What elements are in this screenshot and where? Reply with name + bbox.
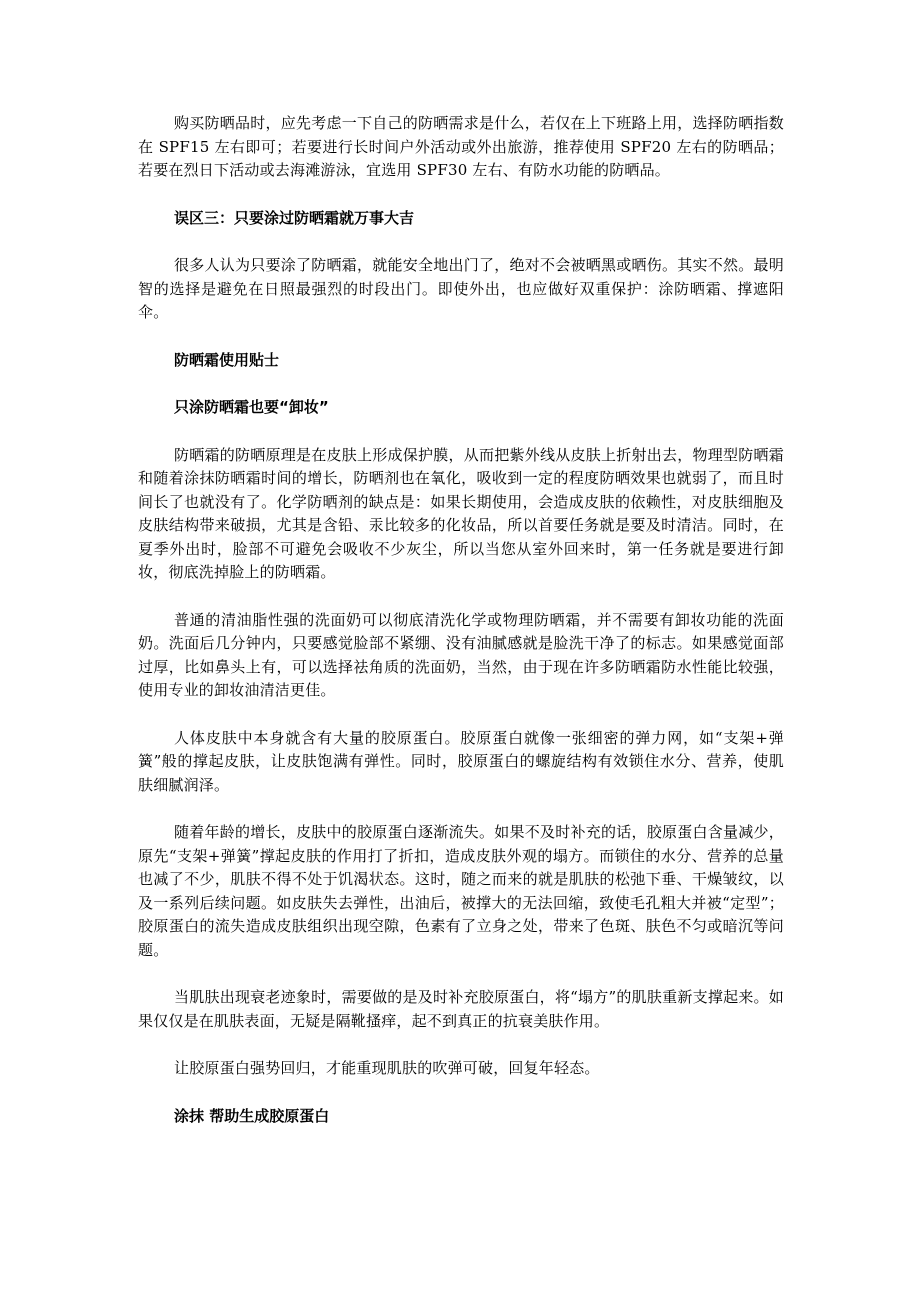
heading-apply-collagen: 涂抹 帮助生成胶原蛋白 xyxy=(174,1106,330,1125)
paragraph-collagen-intro: 人体皮肤中本身就含有大量的胶原蛋白。胶原蛋白就像一张细密的弹力网，如“支架+弹簧”般的撑起皮肤，让皮肤饱满有弹性。同时，胶原蛋白的螺旋结构有效锁住水分、营养，使肌肤细腻润泽。 xyxy=(138,728,784,794)
document-page xyxy=(138,112,784,1152)
paragraph-cleanser: 普通的清油脂性强的洗面奶可以彻底清洗化学或物理防晒霜，并不需要有卸妆功能的洗面奶。洗面后几分钟内，只要感觉脸部不紧绷、没有油腻感就是脸洗干净了的标志。如果感觉面部过厚，比如鼻头上有，可以选择祛角质的洗面奶，当然，由于现在许多防晒霜防水性能比较强，使用专业的卸妆油清洁更佳。 xyxy=(138,610,784,699)
paragraph-double-protection: 很多人认为只要涂了防晒霜，就能安全地出门了，绝对不会被晒黑或晒伤。其实不然。最明智的选择是避免在日照最强烈的时段出门。即使外出，也应做好双重保护：涂防晒霜、撑遮阳伞。 xyxy=(138,256,784,321)
heading-remove-makeup: 只涂防晒霜也要“卸妆” xyxy=(174,398,329,416)
paragraph-sunscreen-principle: 防晒霜的防晒原理是在皮肤上形成保护膜，从而把紫外线从皮肤上折射出去，物理型防晒霜和随着涂抹防晒霜时间的增长，防晒剂也在氧化，吸收到一定的程度防晒效果也就弱了，而且时间长了也就没有了。化学防晒剂的缺点是：如果长期使用，会造成皮肤的依赖性，对皮肤细胞及皮肤结构带来破损，尤其是含铅、汞比较多的化妆品，所以首要任务就是要及时清洁。同时，在夏季外出时，脸部不可避免会吸收不少灰尘，所以当您从室外回来时，第一任务就是要进行卸妆，彻底洗掉脸上的防晒霜。 xyxy=(138,445,784,581)
heading-myth-three: 误区三：只要涂过防晒霜就万事大吉 xyxy=(174,208,415,227)
paragraph-collagen-loss: 随着年龄的增长，皮肤中的胶原蛋白逐渐流失。如果不及时补充的话，胶原蛋白含量减少，原先“支架+弹簧”撑起皮肤的作用打了折扣，造成皮肤外观的塌方。而锁住的水分、营养的总量也减了不少，肌肤不得不处于饥渴状态。这时，随之而来的就是肌肤的松弛下垂、干燥皱纹，以及一系列后续问题。如皮肤失去弹性，出油后，被撑大的无法回缩，致使毛孔粗大并被“定型”；胶原蛋白的流失造成皮肤组织出现空隙，色素有了立身之处，带来了色斑、肤色不匀或暗沉等问题。 xyxy=(138,823,784,959)
paragraph-collagen-return: 让胶原蛋白强势回归，才能重现肌肤的吹弹可破，回复年轻态。 xyxy=(174,1059,600,1077)
heading-sunscreen-tips: 防晒霜使用贴士 xyxy=(174,350,280,369)
paragraph-spf-selection: 购买防晒品时，应先考虑一下自己的防晒需求是什么，若仅在上下班路上用，选择防晒指数在 SPF15 左右即可；若要进行长时间户外活动或外出旅游，推荐使用 SPF20 左右的防晒品；若要在烈日下活动或去海滩游泳，宜选用 SPF30 左右、有防水功能的防晒品。 xyxy=(138,114,784,179)
paragraph-collagen-supplement: 当肌肤出现衰老迹象时，需要做的是及时补充胶原蛋白，将“塌方”的肌肤重新支撑起来。如果仅仅是在肌肤表面，无疑是隔靴搔痒，起不到真正的抗衰美肤作用。 xyxy=(138,988,784,1030)
